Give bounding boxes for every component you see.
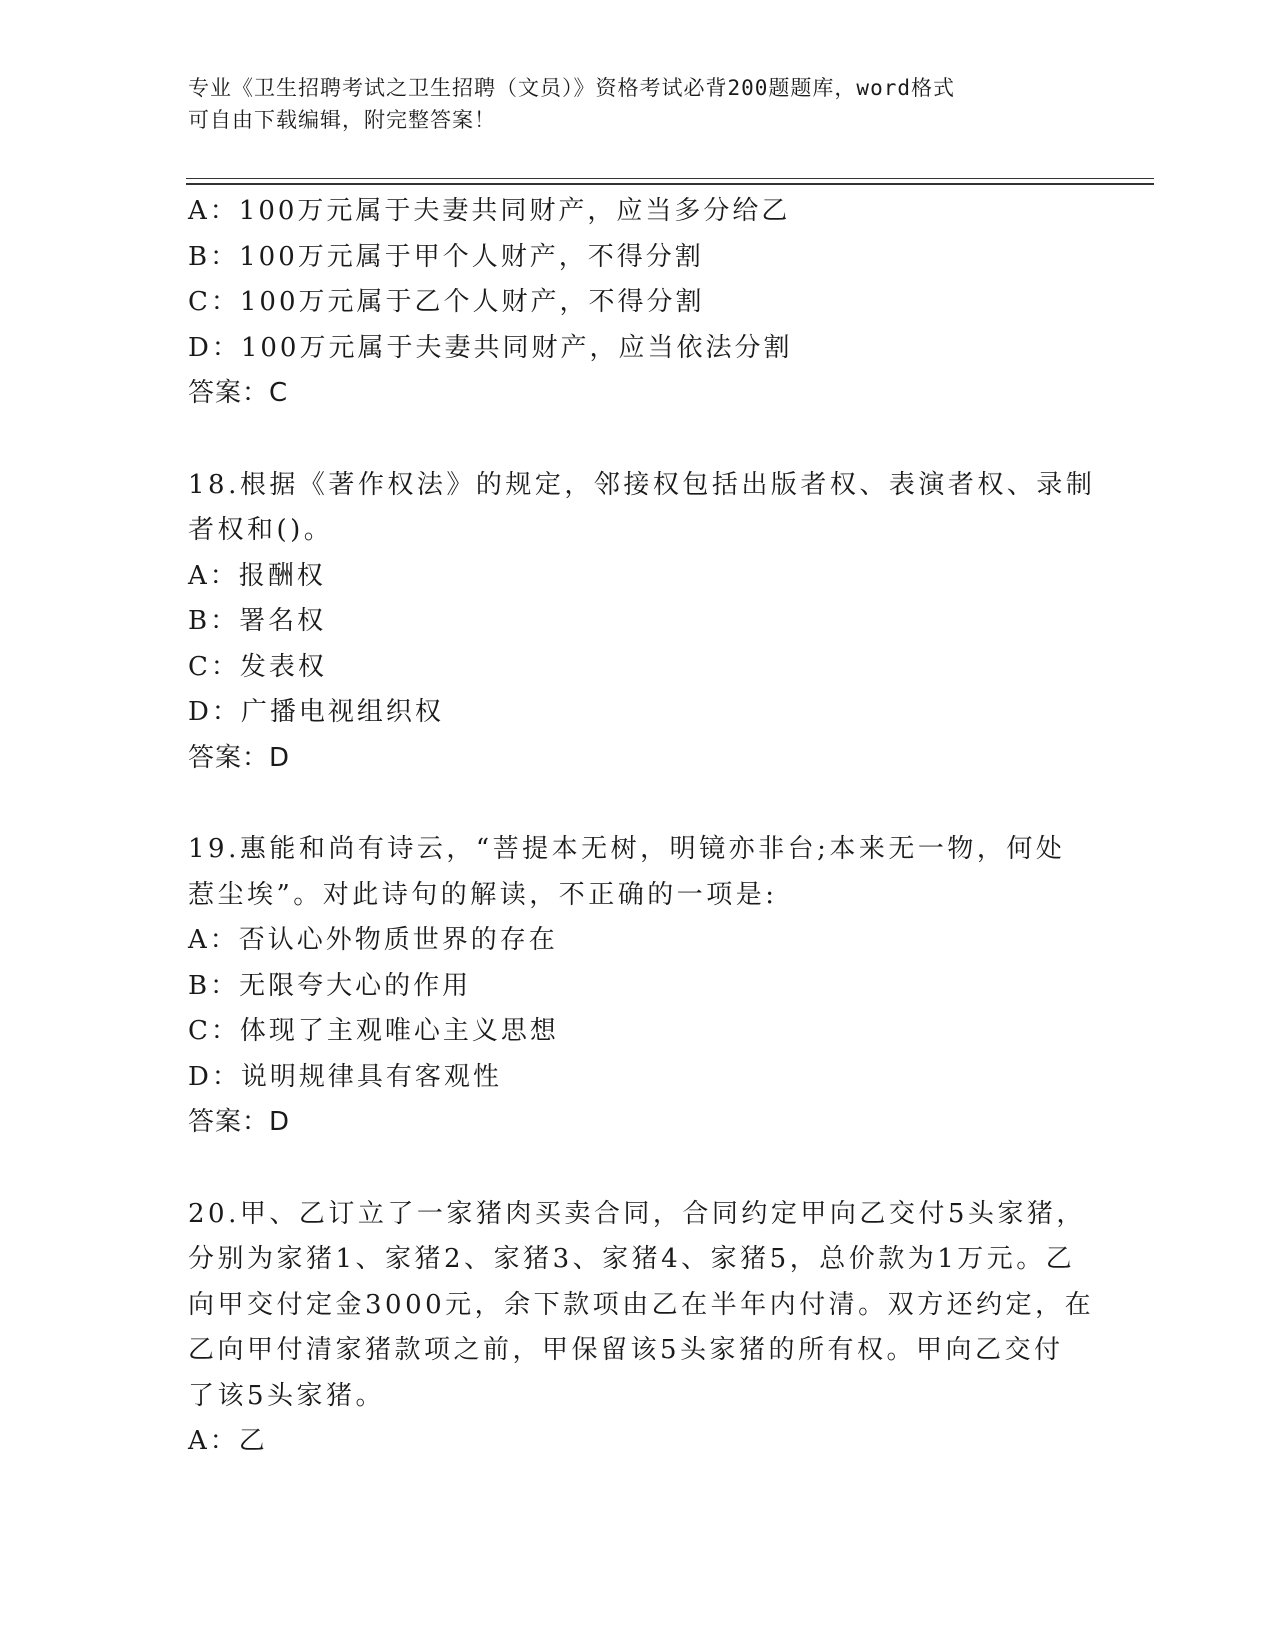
option-a: A：报酬权: [188, 560, 326, 591]
question-text-line: 19.惠能和尚有诗云，“菩提本无树，明镜亦非台;本来无一物，何处: [188, 834, 1066, 864]
answer-label: 答案：D: [188, 742, 291, 773]
question-text-line: 者权和()。: [188, 515, 334, 545]
option-d: D：说明规律具有客观性: [188, 1061, 502, 1092]
question-text-line: 乙向甲付清家猪款项之前，甲保留该5头家猪的所有权。甲向乙交付: [188, 1335, 1064, 1365]
question-text: [188, 463, 1096, 554]
question-18: [188, 463, 1096, 782]
page-header: [188, 72, 1088, 136]
option-c: C：体现了主观唯心主义思想: [188, 1016, 559, 1046]
spacer: [188, 417, 1088, 463]
option-b: B：无限夸大心的作用: [188, 970, 472, 1001]
option-a: A：否认心外物质世界的存在: [188, 925, 558, 955]
question-20: [188, 1192, 1095, 1465]
option-list: [188, 1419, 1088, 1465]
option-list: [188, 554, 1088, 736]
header-line-2: 可自由下载编辑，附完整答案！: [188, 108, 496, 132]
question-text-line: 18.根据《著作权法》的规定，邻接权包括出版者权、表演者权、录制: [188, 469, 1096, 500]
spacer: [188, 781, 1088, 827]
answer-label: 答案：D: [188, 1107, 291, 1137]
header-divider-thick: [186, 183, 1154, 185]
option-d: D：广播电视组织权: [188, 697, 444, 727]
question-17: [188, 189, 1088, 417]
option-d: D：100万元属于夫妻共同财产，应当依法分割: [188, 332, 793, 363]
option-c: C：发表权: [188, 651, 327, 682]
question-text-line: 了该5头家猪。: [188, 1380, 386, 1411]
question-text-line: 惹尘埃”。对此诗句的解读，不正确的一项是:: [188, 879, 778, 910]
question-text-line: 20.甲、乙订立了一家猪肉买卖合同，合同约定甲向乙交付5头家猪，: [188, 1198, 1086, 1229]
question-text-line: 分别为家猪1、家猪2、家猪3、家猪4、家猪5，总价款为1万元。乙: [188, 1244, 1076, 1274]
option-b: B：100万元属于甲个人财产，不得分割: [188, 241, 704, 272]
option-a: A：100万元属于夫妻共同财产，应当多分给乙: [188, 196, 791, 226]
question-text: [188, 1192, 1095, 1420]
document-body: [188, 189, 1096, 1465]
question-text: [188, 827, 1088, 918]
question-text-line: 向甲交付定金3000元，余下款项由乙在半年内付清。双方还约定，在: [188, 1289, 1095, 1320]
option-list: [188, 189, 1088, 371]
question-19: [188, 827, 1088, 1146]
option-c: C：100万元属于乙个人财产，不得分割: [188, 287, 705, 317]
option-list: [188, 918, 1088, 1100]
option-b: B：署名权: [188, 606, 327, 636]
option-a: A：乙: [188, 1426, 268, 1456]
header-divider-thin: [186, 178, 1154, 179]
answer-label: 答案：C: [188, 378, 289, 408]
spacer: [188, 1146, 1088, 1192]
header-line-1: 专业《卫生招聘考试之卫生招聘（文员）》资格考试必背200题题库，word格式: [188, 76, 955, 100]
